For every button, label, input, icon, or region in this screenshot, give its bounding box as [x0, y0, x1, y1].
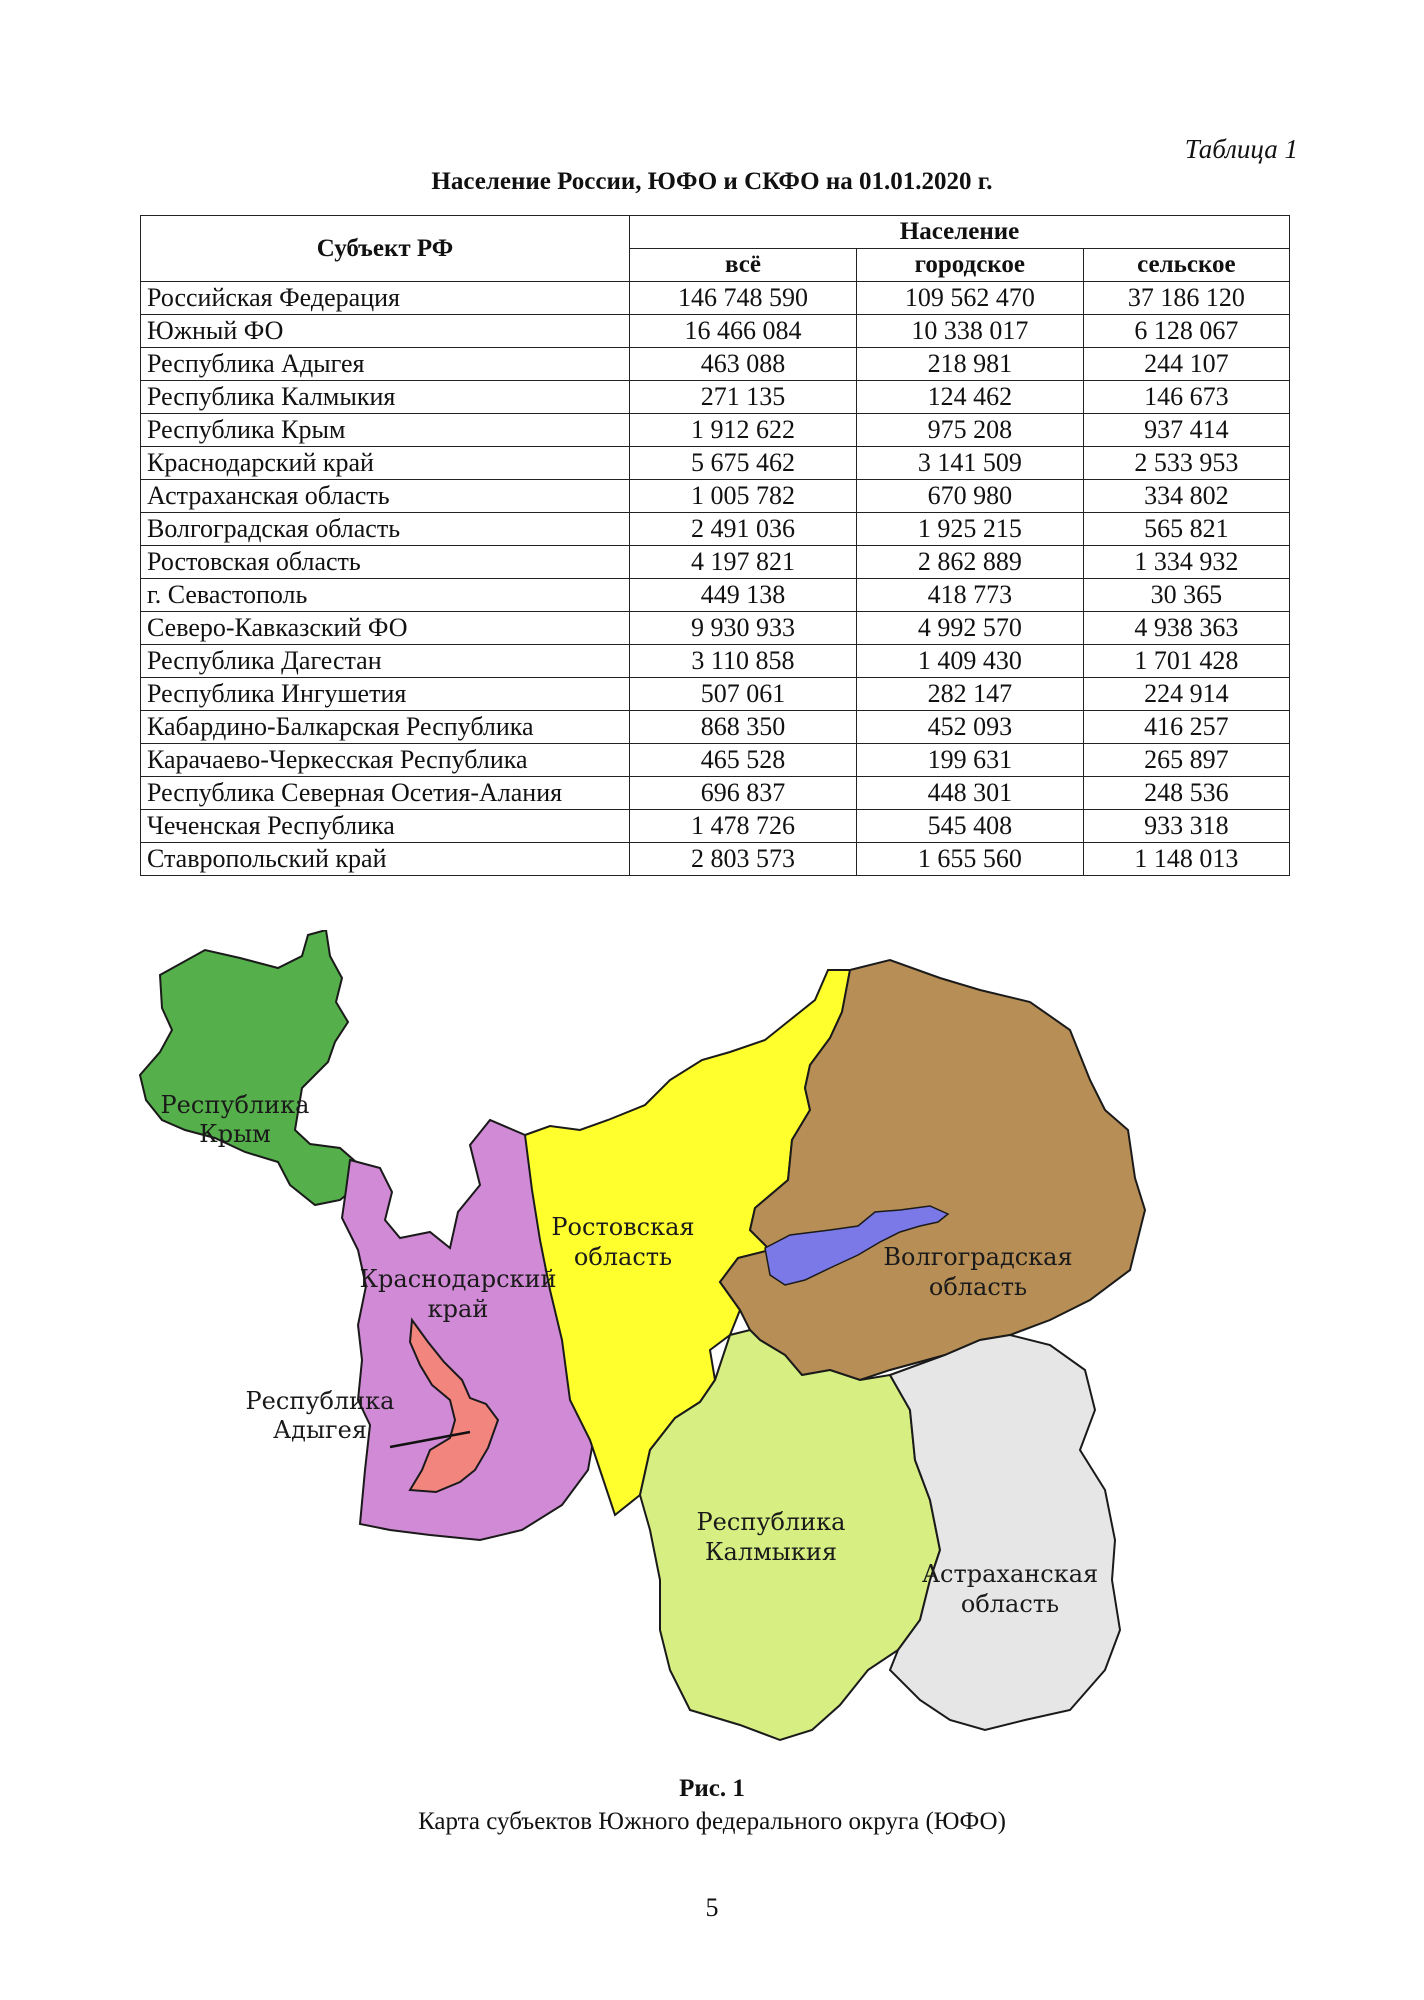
cell-subject: Республика Северная Осетия-Алания	[141, 777, 630, 810]
cell-total: 449 138	[630, 579, 857, 612]
cell-subject: Ростовская область	[141, 546, 630, 579]
cell-subject: Волгоградская область	[141, 513, 630, 546]
label-volgograd-line1: Волгоградская	[883, 1243, 1073, 1271]
label-astrakhan-line2: область	[960, 1590, 1060, 1618]
cell-urban: 418 773	[856, 579, 1083, 612]
header-population: Население	[630, 216, 1290, 249]
table-row	[141, 414, 1290, 447]
cell-total: 1 005 782	[630, 480, 857, 513]
table-row	[141, 777, 1290, 810]
cell-urban: 1 655 560	[856, 843, 1083, 876]
label-rostov-line2: область	[573, 1243, 673, 1271]
table-row	[141, 513, 1290, 546]
sfd-map	[130, 930, 1290, 1760]
cell-urban: 124 462	[856, 381, 1083, 414]
cell-rural: 1 701 428	[1083, 645, 1289, 678]
cell-urban: 1 925 215	[856, 513, 1083, 546]
cell-rural: 224 914	[1083, 678, 1289, 711]
cell-total: 465 528	[630, 744, 857, 777]
cell-subject: Южный ФО	[141, 315, 630, 348]
cell-rural: 334 802	[1083, 480, 1289, 513]
cell-total: 2 491 036	[630, 513, 857, 546]
cell-total: 2 803 573	[630, 843, 857, 876]
cell-subject: Республика Дагестан	[141, 645, 630, 678]
cell-rural: 933 318	[1083, 810, 1289, 843]
cell-urban: 3 141 509	[856, 447, 1083, 480]
header-urban: городское	[856, 249, 1083, 282]
cell-total: 507 061	[630, 678, 857, 711]
table-row	[141, 579, 1290, 612]
table-row	[141, 645, 1290, 678]
table-title: Население России, ЮФО и СКФО на 01.01.2020 г.	[431, 168, 993, 195]
cell-subject: г. Севастополь	[141, 579, 630, 612]
table-row	[141, 843, 1290, 876]
cell-subject: Краснодарский край	[141, 447, 630, 480]
label-volgograd-line2: область	[928, 1273, 1028, 1301]
cell-urban: 975 208	[856, 414, 1083, 447]
cell-urban: 670 980	[856, 480, 1083, 513]
cell-subject: Кабардино-Балкарская Республика	[141, 711, 630, 744]
cell-total: 696 837	[630, 777, 857, 810]
label-crimea-line2: Крым	[199, 1120, 271, 1148]
cell-urban: 2 862 889	[856, 546, 1083, 579]
table-row	[141, 678, 1290, 711]
cell-urban: 10 338 017	[856, 315, 1083, 348]
cell-rural: 1 148 013	[1083, 843, 1289, 876]
cell-urban: 1 409 430	[856, 645, 1083, 678]
cell-total: 9 930 933	[630, 612, 857, 645]
cell-total: 463 088	[630, 348, 857, 381]
cell-subject: Республика Крым	[141, 414, 630, 447]
label-astrakhan-line1: Астраханская	[921, 1560, 1099, 1588]
table-body	[141, 282, 1290, 876]
cell-urban: 448 301	[856, 777, 1083, 810]
label-rostov-line1: Ростовская	[551, 1213, 695, 1241]
population-table	[140, 215, 1290, 876]
cell-subject: Республика Калмыкия	[141, 381, 630, 414]
cell-urban: 282 147	[856, 678, 1083, 711]
cell-urban: 4 992 570	[856, 612, 1083, 645]
table-row	[141, 810, 1290, 843]
cell-rural: 265 897	[1083, 744, 1289, 777]
cell-urban: 545 408	[856, 810, 1083, 843]
cell-total: 1 912 622	[630, 414, 857, 447]
cell-total: 5 675 462	[630, 447, 857, 480]
map-figure	[130, 930, 1290, 1760]
table-row	[141, 612, 1290, 645]
table-row	[141, 381, 1290, 414]
cell-rural: 1 334 932	[1083, 546, 1289, 579]
figure-number: Рис. 1	[679, 1775, 745, 1802]
table-row	[141, 480, 1290, 513]
cell-subject: Северо-Кавказский ФО	[141, 612, 630, 645]
header-total: всё	[630, 249, 857, 282]
table-row	[141, 744, 1290, 777]
cell-subject: Республика Ингушетия	[141, 678, 630, 711]
cell-rural: 248 536	[1083, 777, 1289, 810]
cell-subject: Российская Федерация	[141, 282, 630, 315]
cell-rural: 6 128 067	[1083, 315, 1289, 348]
cell-urban: 452 093	[856, 711, 1083, 744]
figure-caption: Карта субъектов Южного федерального округа (ЮФО)	[418, 1808, 1006, 1835]
header-rural: сельское	[1083, 249, 1289, 282]
table-row	[141, 447, 1290, 480]
table-row	[141, 348, 1290, 381]
table-row	[141, 546, 1290, 579]
label-kalmykia-line2: Калмыкия	[704, 1538, 838, 1566]
cell-subject: Чеченская Республика	[141, 810, 630, 843]
table-row	[141, 282, 1290, 315]
label-adygea-line1: Республика	[245, 1387, 395, 1415]
cell-urban: 109 562 470	[856, 282, 1083, 315]
table-row	[141, 711, 1290, 744]
cell-total: 868 350	[630, 711, 857, 744]
cell-rural: 937 414	[1083, 414, 1289, 447]
cell-subject: Карачаево-Черкесская Республика	[141, 744, 630, 777]
cell-rural: 30 365	[1083, 579, 1289, 612]
table-row	[141, 315, 1290, 348]
cell-total: 3 110 858	[630, 645, 857, 678]
cell-rural: 416 257	[1083, 711, 1289, 744]
cell-rural: 146 673	[1083, 381, 1289, 414]
cell-total: 1 478 726	[630, 810, 857, 843]
label-adygea-line2: Адыгея	[273, 1416, 367, 1444]
cell-total: 271 135	[630, 381, 857, 414]
cell-rural: 244 107	[1083, 348, 1289, 381]
label-krasnodar-line2: край	[427, 1295, 489, 1323]
cell-urban: 218 981	[856, 348, 1083, 381]
page-number: 5	[705, 1893, 719, 1922]
cell-rural: 565 821	[1083, 513, 1289, 546]
label-crimea-line1: Республика	[160, 1091, 310, 1119]
cell-total: 146 748 590	[630, 282, 857, 315]
cell-subject: Ставропольский край	[141, 843, 630, 876]
cell-urban: 199 631	[856, 744, 1083, 777]
cell-subject: Республика Адыгея	[141, 348, 630, 381]
label-krasnodar-line1: Краснодарский	[359, 1265, 557, 1293]
cell-total: 4 197 821	[630, 546, 857, 579]
cell-rural: 37 186 120	[1083, 282, 1289, 315]
cell-rural: 2 533 953	[1083, 447, 1289, 480]
cell-rural: 4 938 363	[1083, 612, 1289, 645]
header-subject: Субъект РФ	[141, 216, 630, 282]
cell-total: 16 466 084	[630, 315, 857, 348]
table-label: Таблица 1	[1184, 134, 1298, 164]
cell-subject: Астраханская область	[141, 480, 630, 513]
region-crimea	[140, 930, 356, 1205]
label-kalmykia-line1: Республика	[696, 1508, 846, 1536]
